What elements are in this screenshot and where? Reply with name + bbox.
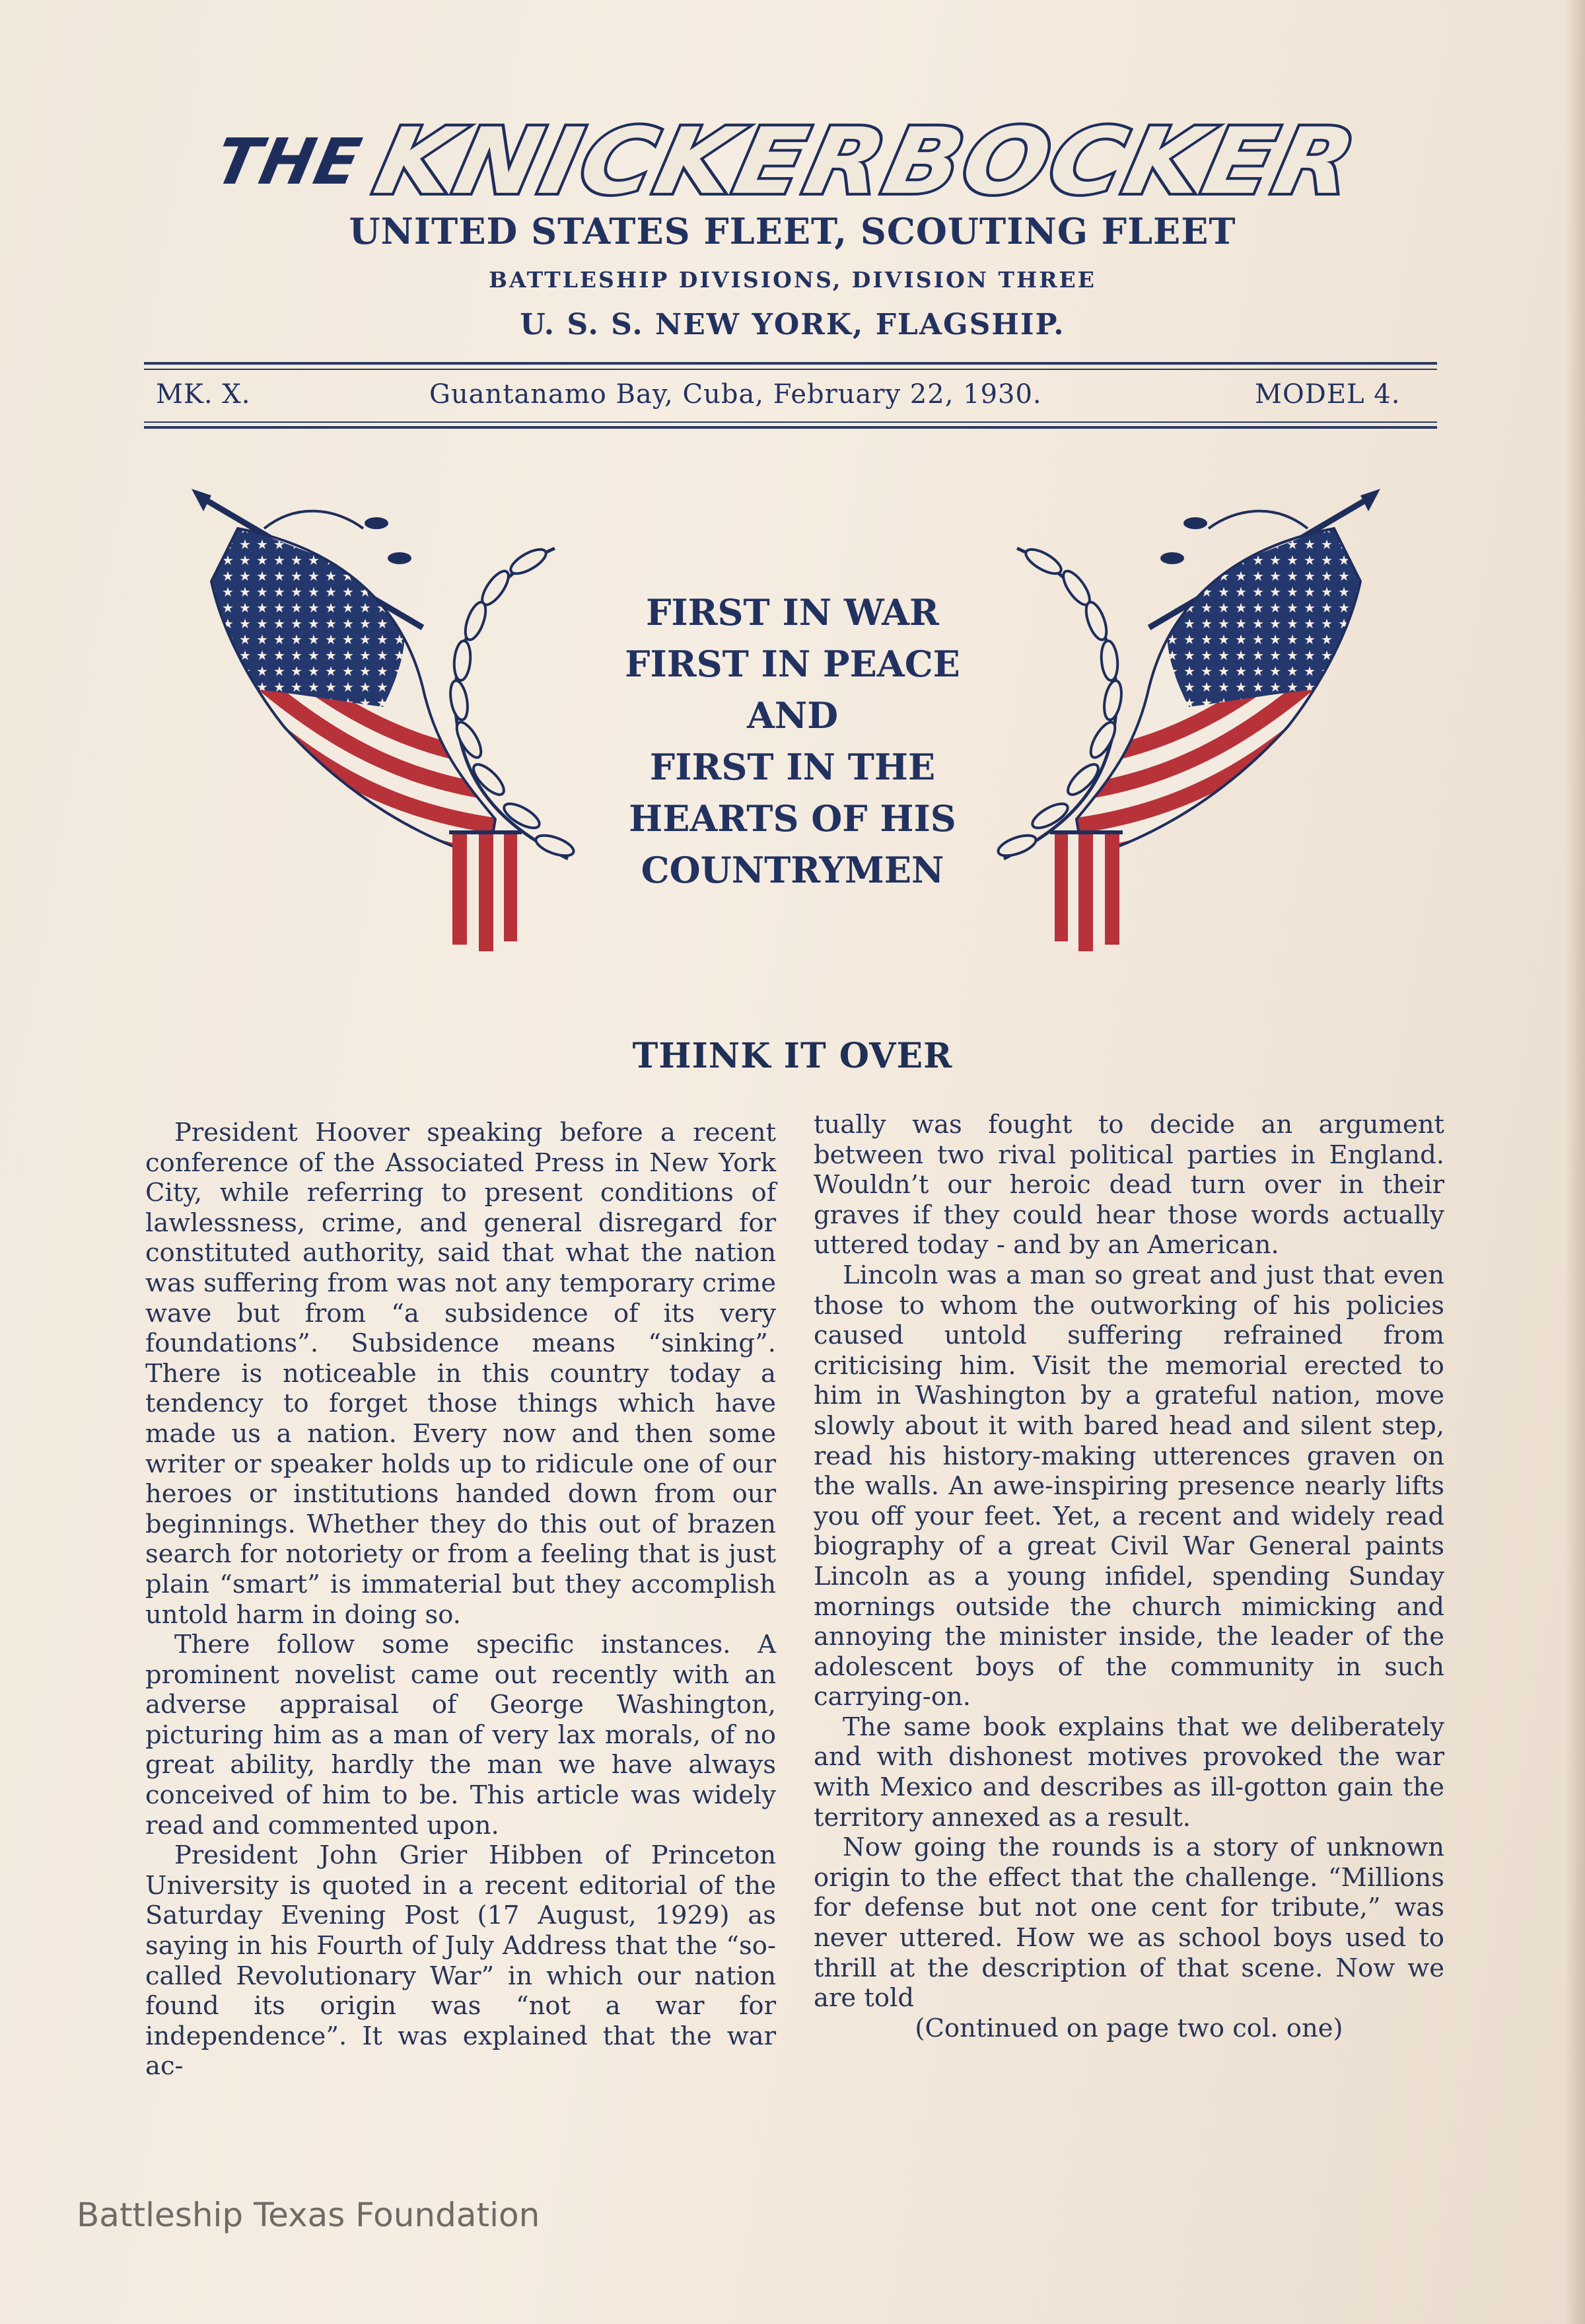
motto-line: HEARTS OF HIS (629, 797, 956, 840)
article-paragraph: Now going the rounds is a story of unknown origin to the effect that the challenge. “Millions for defense but not one cent for tribute,” was never uttered. How we as school boys used to thrill at the description of that scene. Now we are told (814, 1833, 1444, 2014)
article-column-1 (145, 1118, 776, 2082)
motto-line: AND (746, 694, 839, 737)
masthead-the: THE (209, 125, 369, 199)
article-paragraph: President John Grier Hibben of Princeton University is quoted in a recent editorial of the Saturday Evening Post (17 August, 1929) as saying in his Fourth of July Address that the “so-called Revolutionary War” in which our nation found its origin was “not a war for independence”. It was explained that the war ac- (145, 1840, 776, 2082)
dateline-model: MODEL 4. (1255, 379, 1401, 410)
article-paragraph: President Hoover speaking before a recent conference of the Associated Press in New York City, while referring to present conditions of lawlessness, crime, and general disregard for constituted authority, said that what the nation was suffering from was not any temporary crime wave but from “a subsidence of its very foundations”. Subsidence means “sinking”. There is noticeable in this country today a tendency to forget those things which have made us a nation. Every now and then some writer or speaker holds up to ridicule one of our heroes or institutions handed down from our beginnings. Whether they do this out of brazen search for notoriety or from a feeling that is just plain “smart” is immaterial but they accomplish untold harm in doing so. (145, 1118, 776, 1630)
article-column-2 (814, 1110, 1444, 2043)
dateline-mark: MK. X. (156, 379, 251, 410)
flagship-line: U. S. S. NEW YORK, FLAGSHIP. (520, 308, 1065, 342)
continued-note: (Continued on page two col. one) (915, 2013, 1343, 2043)
fleet-line: UNITED STATES FLEET, SCOUTING FLEET (349, 210, 1236, 252)
motto-line: FIRST IN WAR (646, 591, 939, 634)
rule-top-thin (144, 369, 1437, 370)
rule-top-thick (144, 362, 1437, 365)
rule-bottom-thick (144, 426, 1437, 429)
article-paragraph: tually was fought to decide an argument between two rival political parties in England. Wouldn’t our heroic dead turn over in their graves if they could hear those words actually uttered today - and by an American. (814, 1110, 1444, 1260)
motto-line: COUNTRYMEN (641, 849, 944, 891)
motto-line: FIRST IN THE (649, 746, 936, 788)
washington-motto (581, 587, 1004, 896)
article-paragraph: There follow some specific instances. A prominent novelist came out recently with an adverse appraisal of George Washington, picturing him as a man of very lax morals, of no great ability, hardly the man we have always conceived of him to be. This article was widely read and commented upon. (145, 1630, 776, 1840)
division-line: BATTLESHIP DIVISIONS, DIVISION THREE (489, 267, 1096, 293)
dateline-place-date: Guantanamo Bay, Cuba, February 22, 1930. (429, 379, 1042, 410)
paper-edge-shadow (1565, 0, 1585, 2324)
article-headline: THINK IT OVER (632, 1036, 953, 1076)
masthead-logo (198, 99, 1374, 225)
watermark-credit: Battleship Texas Foundation (77, 2196, 540, 2234)
article-paragraph: Lincoln was a man so great and just that even those to whom the outworking of his policies caused untold suffering refrained from criticising him. Visit the memorial erected to him in Washington by a grateful nation, move slowly about it with bared head and silent step, read his history-making utterences graven on the walls. An awe-inspiring presence nearly lifts you off your feet. Yet, a recent and widely read biography of a great Civil War General paints Lincoln as a young infidel, spending Sunday mornings outside the church mimicking and annoying the minister inside, the leader of the adolescent boys of the community in such carrying-on. (814, 1260, 1444, 1712)
masthead-title: KNICKERBOCKER (366, 108, 1366, 215)
flag-left-illustration (185, 489, 634, 1011)
motto-line: FIRST IN PEACE (625, 643, 960, 685)
rule-bottom-thin (144, 421, 1437, 423)
flag-right-illustration (938, 489, 1387, 1011)
article-paragraph: The same book explains that we deliberately and with dishonest motives provoked the war with Mexico and describes as ill-gotton gain the territory annexed as a result. (814, 1712, 1444, 1833)
